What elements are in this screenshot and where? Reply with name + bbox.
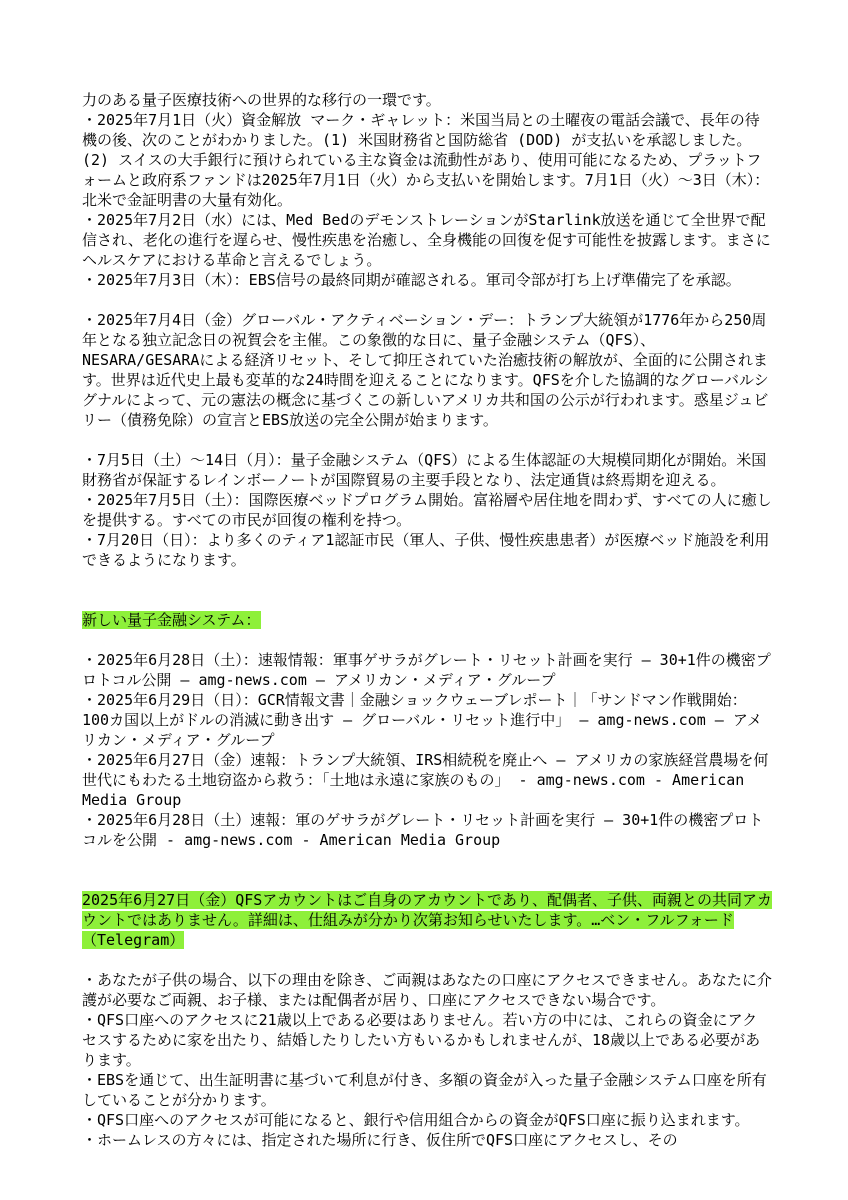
document-page: [82, 90, 772, 1150]
paragraph: ・2025年7月1日（火）資金解放 マーク・ギャレット：米国当局との土曜夜の電話会議で、長年の待機の後、次のことがわかりました。(1) 米国財務省と国防総省 (DOD) が支払いを承認しました。(2) スイスの大手銀行に預けられている主な資金は流動性があり、使用可能になるため、プラットフォームと政府系ファンドは2025年7月1日（火）から支払いを開始します。7月1日（火）～3日（木）：北米で金証明書の大量有効化。: [82, 111, 770, 209]
highlighted-text: 2025年6月27日（金）QFSアカウントはご自身のアカウントであり、配偶者、子供、両親との共同アカウントではありません。詳細は、仕組みが分かり次第お知らせいたします。…ベン・フルフォード（Telegram）: [82, 891, 772, 949]
highlighted-heading: 新しい量子金融システム：: [82, 611, 261, 629]
paragraph: ・2025年7月5日（土）：国際医療ベッドプログラム開始。富裕層や居住地を問わず、すべての人に癒しを提供する。すべての市民が回復の権利を持つ。: [82, 491, 772, 529]
paragraph: ・7月5日（土）～14日（月）：量子金融システム（QFS）による生体認証の大規模同期化が開始。米国財務省が保証するレインボーノートが国際貿易の主要手段となり、法定通貨は終焉期を迎える。: [82, 451, 767, 489]
section-global-activation-day: [82, 310, 772, 430]
spacer: [82, 290, 772, 310]
paragraph: ・あなたが子供の場合、以下の理由を除き、ご両親はあなたの口座にアクセスできません。あなたに介護が必要なご両親、お子様、または配偶者が居り、口座にアクセスできない場合です。: [82, 971, 772, 1009]
section-schedule-early-july: [82, 90, 772, 290]
paragraph: ・2025年6月28日（土）：速報情報：軍事ゲサラがグレート・リセット計画を実行 — 30+1件の機密プロトコル公開 — amg-news.com — アメリカン・メディア・グループ: [82, 651, 771, 689]
section-heading: [82, 610, 772, 630]
highlighted-paragraph: [82, 890, 772, 950]
paragraph: ・ホームレスの方々には、指定された場所に行き、仮住所でQFS口座にアクセスし、その: [82, 1131, 678, 1149]
paragraph: 力のある量子医療技術への世界的な移行の一環です。: [82, 91, 441, 109]
paragraph: ・QFS口座へのアクセスが可能になると、銀行や信用組合からの資金がQFS口座に振り込まれます。: [82, 1111, 750, 1129]
paragraph: ・EBSを通じて、出生証明書に基づいて利息が付き、多額の資金が入った量子金融システム口座を所有していることが分かります。: [82, 1071, 767, 1109]
paragraph: ・2025年6月29日（日）：GCR情報文書｜金融ショックウェーブレポート｜「サンドマン作戦開始：100カ国以上がドルの消滅に動き出す — グローバル・リセット進行中」 — amg-news.com — アメリカン・メディア・グループ: [82, 691, 762, 749]
section-new-qfs: [82, 610, 772, 850]
paragraph: ・7月20日（日）：より多くのティア1認証市民（軍人、子供、慢性疾患患者）が医療ベッド施設を利用できるようになります。: [82, 531, 770, 569]
section-qfs-accounts: [82, 890, 772, 1150]
spacer: [82, 850, 772, 890]
paragraph: ・2025年7月2日（水）には、Med BedのデモンストレーションがStarlink放送を通じて全世界で配信され、老化の進行を遅らせ、慢性疾患を治癒し、全身機能の回復を促す可能性を披露します。まさにヘルスケアにおける革命と言えるでしょう。: [82, 211, 771, 269]
paragraph: ・2025年7月3日（木）：EBS信号の最終同期が確認される。軍司令部が打ち上げ準備完了を承認。: [82, 271, 741, 289]
spacer: [82, 950, 772, 970]
paragraph: ・2025年6月27日（金）速報：トランプ大統領、IRS相続税を廃止へ — アメリカの家族経営農場を何世代にもわたる土地窃盗から救う：「土地は永遠に家族のもの」 - amg-news.com - American Media Group: [82, 751, 769, 809]
section-schedule-mid-july: [82, 450, 772, 570]
spacer: [82, 630, 772, 650]
paragraph: ・2025年6月28日（土）速報：軍のゲサラがグレート・リセット計画を実行 — 30+1件の機密プロトコルを公開 - amg-news.com - American Media Group: [82, 811, 764, 849]
paragraph: ・2025年7月4日（金）グローバル・アクティベーション・デー：トランプ大統領が1776年から250周年となる独立記念日の祝賀会を主催。この象徴的な日に、量子金融システム（QFS）、NESARA/GESARAによる経済リセット、そして抑圧されていた治癒技術の解放が、全面的に公開されます。世界は近代史上最も変革的な24時間を迎えることになります。QFSを介した協調的なグローバルシグナルによって、元の憲法の概念に基づくこの新しいアメリカ共和国の公示が行われます。惑星ジュビリー（債務免除）の宣言とEBS放送の完全公開が始まります。: [82, 311, 769, 429]
spacer: [82, 430, 772, 450]
spacer: [82, 570, 772, 610]
paragraph: ・QFS口座へのアクセスに21歳以上である必要はありません。若い方の中には、これらの資金にアクセスするために家を出たり、結婚したりしたい方もいるかもしれませんが、18歳以上である必要があります。: [82, 1011, 761, 1069]
